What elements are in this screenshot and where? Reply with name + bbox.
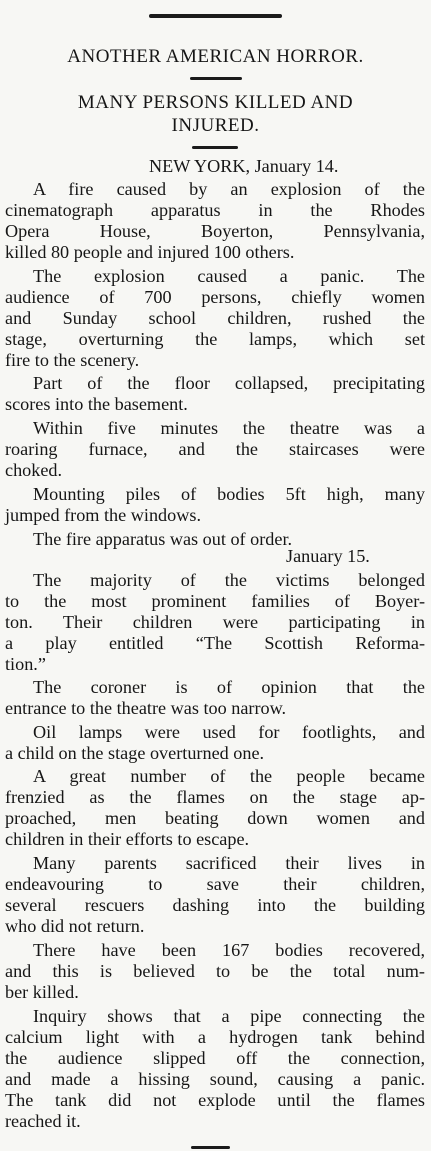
article-line: who did not return. [5,916,145,936]
article-line: ton. Their children were participating in [5,612,425,632]
article-line: A great number of the people became [33,766,425,786]
article-line: Part of the floor collapsed, precipitating [33,373,425,393]
article-line: A fire caused by an explosion of the [33,179,425,199]
article-line: jumped from the windows. [5,505,201,525]
article-line: cinematograph apparatus in the Rhodes [5,200,425,220]
article-line: children in their efforts to escape. [5,829,250,849]
dateline-new-york: NEW YORK, January 14. [149,156,339,176]
article-line: The tank did not explode until the flames [5,1090,425,1110]
article-line: killed 80 people and injured 100 others. [5,242,295,262]
article-line: calcium light with a hydrogen tank behind [5,1027,425,1047]
article-line: entrance to the theatre was too narrow. [5,698,287,718]
article-line: Many parents sacrificed their lives in [33,853,425,873]
subheadline-line-1: MANY PERSONS KILLED AND [77,92,354,113]
article-line: The coroner is of opinion that the [33,677,425,697]
headline: ANOTHER AMERICAN HORROR. [67,46,364,67]
article-line: roaring furnace, and the staircases were [5,439,425,459]
article-line: to the most prominent families of Boyer- [5,591,425,611]
article-line: Opera House, Boyerton, Pennsylvania, [5,221,425,241]
article-line: several rescuers dashing into the building [5,895,425,915]
article-line: frenzied as the flames on the stage ap- [5,787,425,807]
dateline-january-15: January 15. [286,546,370,566]
article-line: and made a hissing sound, causing a panic. [5,1069,425,1089]
article-line: a child on the stage overturned one. [5,743,265,763]
article-line: Oil lamps were used for footlights, and [33,722,425,742]
article-line: fire to the scenery. [5,350,140,370]
article-line: There have been 167 bodies recovered, [33,940,425,960]
article-line: the audience slipped off the connection, [5,1048,425,1068]
bottom-rule [191,1146,230,1149]
article-line: and this is believed to be the total num- [5,961,425,981]
article-line: stage, overturning the lamps, which set [5,329,425,349]
article-line: tion.” [5,654,46,674]
article-line: Within five minutes the theatre was a [33,418,425,438]
article-line: endeavouring to save their children, [5,874,425,894]
article-line: audience of 700 persons, chiefly women [5,287,425,307]
article-line: reached it. [5,1111,81,1131]
article-line: a play entitled “The Scottish Reforma- [5,633,425,653]
article-line: Inquiry shows that a pipe connecting the [33,1006,425,1026]
article-line: and Sunday school children, rushed the [5,308,425,328]
article-line: scores into the basement. [5,394,188,414]
article-line: choked. [5,460,63,480]
article-line: ber killed. [5,982,79,1002]
article-line: proached, men beating down women and [5,808,425,828]
article-line: Mounting piles of bodies 5ft high, many [33,484,425,504]
article-line: The majority of the victims belonged [33,570,425,590]
article-line: The explosion caused a panic. The [33,266,425,286]
subheadline-line-2: INJURED. [171,115,260,136]
article-line: The fire apparatus was out of order. [33,529,293,549]
